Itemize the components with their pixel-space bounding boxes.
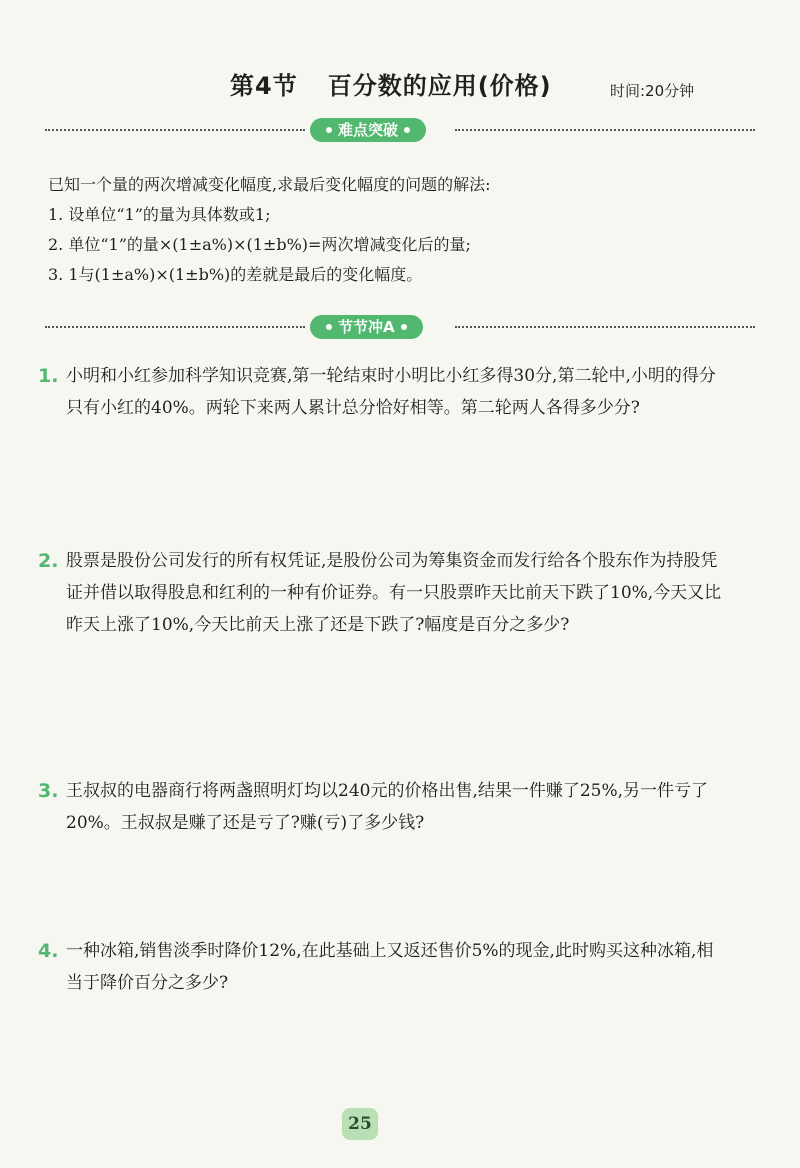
dotted-line <box>45 326 305 328</box>
problem-number: 3. <box>38 780 59 802</box>
tip-line: 已知一个量的两次增减变化幅度,求最后变化幅度的问题的解法: <box>48 175 491 194</box>
section-title: 百分数的应用(价格) <box>327 72 552 100</box>
problem-number: 2. <box>38 550 59 572</box>
dotted-line <box>455 129 755 131</box>
problem-text: 王叔叔的电器商行将两盏照明灯均以240元的价格出售,结果一件赚了25%,另一件亏了20%。王叔叔是赚了还是亏了?赚(亏)了多少钱? <box>66 781 709 833</box>
page-title <box>230 66 552 101</box>
problem-number: 4. <box>38 940 59 962</box>
practice-divider <box>45 315 755 339</box>
dot-icon <box>401 324 407 330</box>
problem-3 <box>38 775 758 839</box>
problem-1 <box>38 360 758 424</box>
tip-line: 3. 1与(1±a%)×(1±b%)的差就是最后的变化幅度。 <box>48 265 423 284</box>
dotted-line <box>455 326 755 328</box>
difficulty-label: 难点突破 <box>338 121 399 139</box>
problem-text: 股票是股份公司发行的所有权凭证,是股份公司为筹集资金而发行给各个股东作为持股凭证并借以取得股息和红利的一种有价证券。有一只股票昨天比前天下跌了10%,今天又比昨天上涨了10%,今天比前天上涨了还是下跌了?幅度是百分之多少? <box>66 551 722 635</box>
dotted-line <box>45 129 305 131</box>
problem-text: 小明和小红参加科学知识竞赛,第一轮结束时小明比小红多得30分,第二轮中,小明的得分只有小红的40%。两轮下来两人累计总分恰好相等。第二轮两人各得多少分? <box>66 366 716 418</box>
problem-text: 一种冰箱,销售淡季时降价12%,在此基础上又返还售价5%的现金,此时购买这种冰箱,相当于降价百分之多少? <box>66 941 714 993</box>
problem-2 <box>38 545 758 641</box>
problem-number: 1. <box>38 365 59 387</box>
page-number: 25 <box>342 1108 378 1140</box>
difficulty-divider <box>45 118 755 142</box>
time-limit: 时间:20分钟 <box>610 82 695 100</box>
dot-icon <box>326 324 332 330</box>
dot-icon <box>326 127 332 133</box>
problem-4 <box>38 935 758 999</box>
section-number: 第4节 <box>230 72 298 100</box>
dot-icon <box>404 127 410 133</box>
practice-badge <box>310 315 423 339</box>
practice-label: 节节冲A <box>338 318 395 336</box>
tip-line: 1. 设单位“1”的量为具体数或1; <box>48 205 271 224</box>
tip-line: 2. 单位“1”的量×(1±a%)×(1±b%)=两次增减变化后的量; <box>48 235 471 254</box>
difficulty-badge <box>310 118 426 142</box>
tips-block <box>48 170 748 290</box>
